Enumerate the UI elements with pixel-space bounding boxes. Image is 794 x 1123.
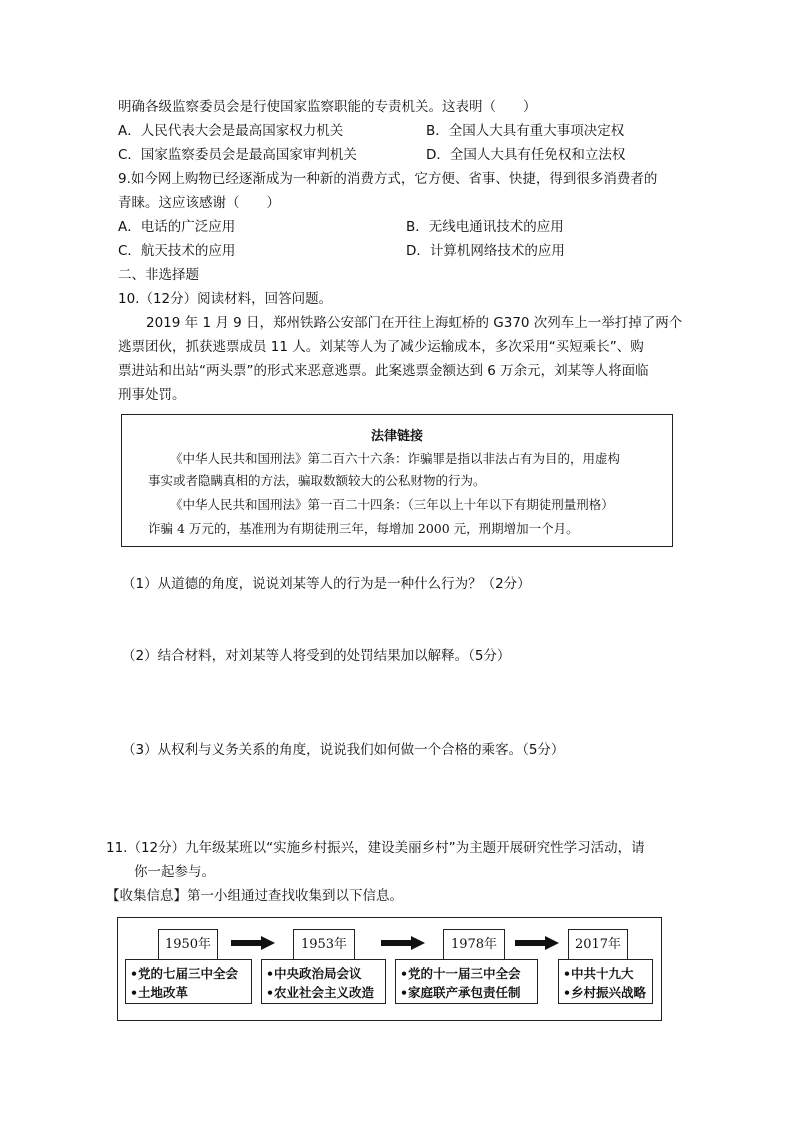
q8-option-d: D．全国人大具有任免权和立法权	[426, 147, 626, 163]
law-link-title: 法律链接	[370, 429, 423, 444]
law-article-266-cont: 事实或者隐瞒真相的方法，骗取数额较大的公私财物的行为。	[148, 473, 486, 488]
q8-option-c: C．国家监察委员会是最高国家审判机关	[118, 147, 357, 163]
timeline-year: 1950年	[158, 929, 218, 960]
timeline-event-line: •农业社会主义改造	[266, 985, 374, 1000]
timeline-event-line: •土地改革	[130, 985, 188, 1000]
q9-stem-line1: 9.如今网上购物已经逐渐成为一种新的消费方式，它方便、省事、快捷，得到很多消费者的	[118, 171, 658, 187]
timeline-event-line: •党的十一届三中全会	[400, 966, 521, 981]
timeline-event	[395, 959, 538, 1004]
timeline-event	[125, 959, 252, 1004]
q11-stem-line1: 11.（12分）九年级某班以“实施乡村振兴，建设美丽乡村”为主题开展研究性学习活动，请	[106, 840, 645, 856]
q9-option-a: A．电话的广泛应用	[118, 219, 236, 235]
arrow-right-icon	[515, 936, 559, 950]
law-link-box	[121, 414, 673, 547]
arrow-right-icon	[231, 936, 275, 950]
q8-option-b: B．全国人大具有重大事项决定权	[426, 123, 625, 139]
q10-sub3: （3）从权利与义务关系的角度，说说我们如何做一个合格的乘客。（5分）	[122, 742, 565, 758]
q11-stem-line2: 你一起参与。	[134, 864, 215, 880]
arrow-right-icon	[381, 936, 425, 950]
section-heading: 二、非选择题	[118, 267, 199, 283]
timeline-box	[117, 917, 662, 1021]
q9-option-d: D．计算机网络技术的应用	[406, 243, 565, 259]
q8-option-a: A．人民代表大会是最高国家权力机关	[118, 123, 344, 139]
q8-stem: 明确各级监察委员会是行使国家监察职能的专责机关。这表明（ ）	[118, 99, 537, 115]
timeline-event-line: •中共十九大	[563, 966, 634, 981]
q11-collect-info: 【收集信息】第一小组通过查找收集到以下信息。	[106, 888, 403, 904]
timeline-event	[261, 959, 386, 1004]
timeline-year: 1978年	[443, 929, 505, 960]
q9-option-b: B．无线电通讯技术的应用	[406, 219, 564, 235]
law-article-266: 《中华人民共和国刑法》第二百六十六条：诈骗罪是指以非法占有为目的，用虚构	[170, 451, 621, 466]
timeline-event-line: •党的七届三中全会	[130, 966, 238, 981]
q10-stem: 10.（12分）阅读材料，回答问题。	[118, 291, 333, 307]
law-article-124: 《中华人民共和国刑法》第一百二十四条：（三年以上十年以下有期徒刑量刑格）	[170, 497, 614, 512]
q9-stem-line2: 青睐。这应该感谢（ ）	[118, 195, 280, 211]
q10-material-line3: 票进站和出站“两头票”的形式来恶意逃票。此案逃票金额达到 6 万余元，刘某等人将面临	[118, 363, 649, 379]
q10-material-line1: 2019 年 1 月 9 日，郑州铁路公安部门在开往上海虹桥的 G370 次列车上一举打掉了两个	[146, 315, 683, 331]
q10-material-line4: 刑事处罚。	[118, 387, 186, 403]
timeline-event	[558, 959, 653, 1004]
law-article-124-cont: 诈骗 4 万元的，基准刑为有期徒刑三年，每增加 2000 元，刑期增加一个月。	[148, 521, 579, 536]
timeline-year: 2017年	[568, 929, 628, 960]
q10-material-line2: 逃票团伙，抓获逃票成员 11 人。刘某等人为了减少运输成本，多次采用“买短乘长”、购	[118, 339, 644, 355]
q10-sub1: （1）从道德的角度，说说刘某等人的行为是一种什么行为？（2分）	[122, 576, 531, 592]
timeline-event-line: •乡村振兴战略	[563, 985, 646, 1000]
timeline-year: 1953年	[293, 929, 355, 960]
timeline-event-line: •中央政治局会议	[266, 966, 362, 981]
q10-sub2: （2）结合材料，对刘某等人将受到的处罚结果加以解释。（5分）	[122, 648, 511, 664]
q9-option-c: C．航天技术的应用	[118, 243, 236, 259]
timeline-event-line: •家庭联产承包责任制	[400, 985, 521, 1000]
